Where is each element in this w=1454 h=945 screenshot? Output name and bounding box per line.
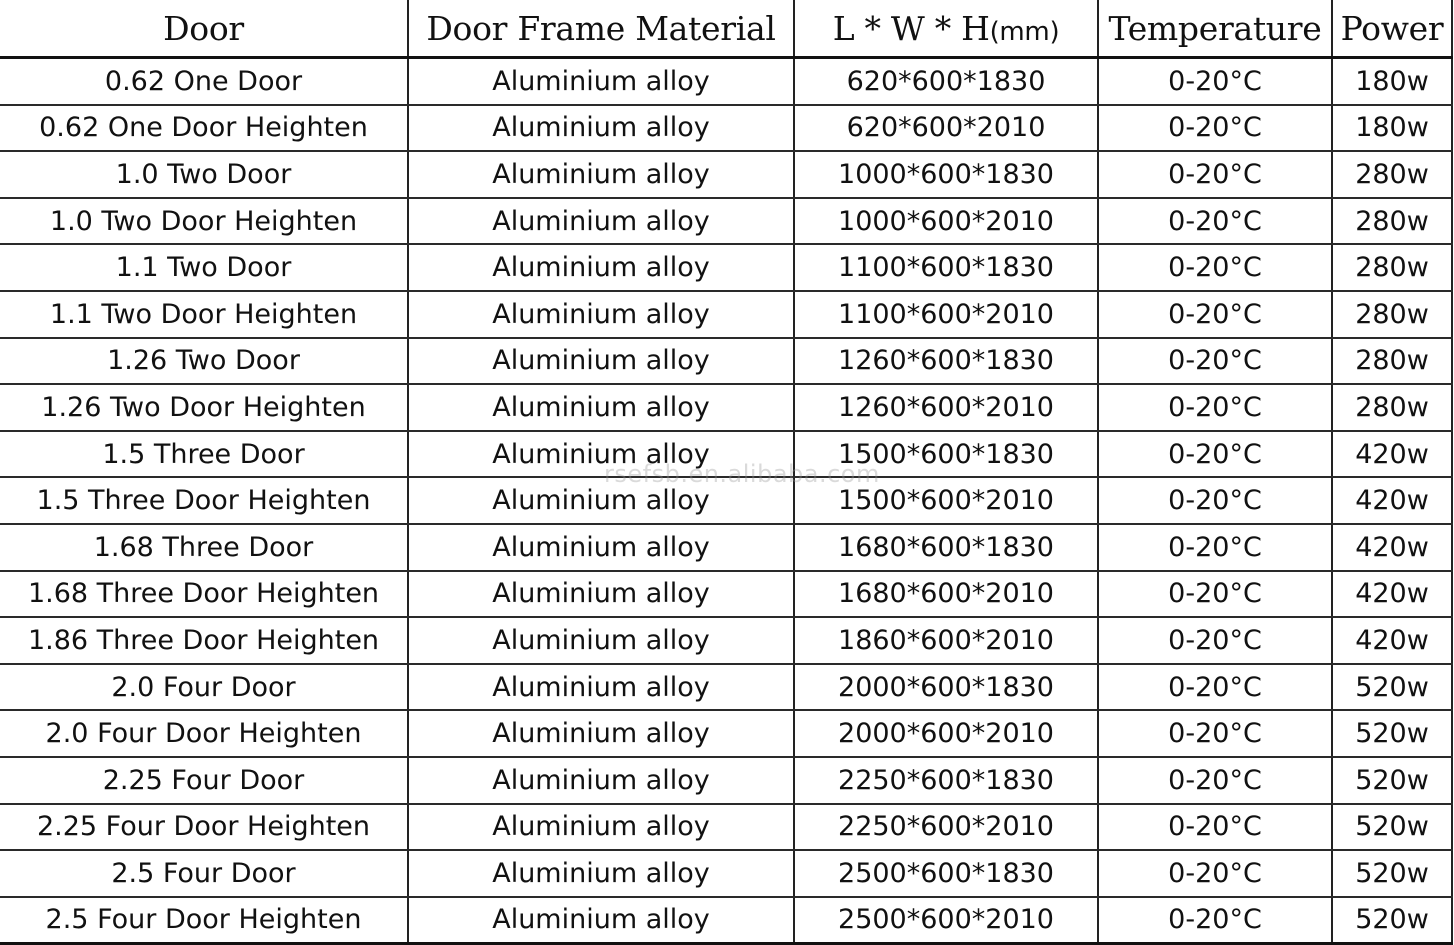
- cell-temperature: 0-20°C: [1098, 58, 1332, 105]
- watermark: rsefsb.en.alibaba.com: [604, 460, 880, 488]
- table-row: [0, 710, 1452, 757]
- table-row: [0, 850, 1452, 897]
- cell-power: 420w: [1332, 617, 1452, 664]
- cell-power: 420w: [1332, 524, 1452, 571]
- cell-frame-material: Aluminium alloy: [408, 524, 794, 571]
- cell-door: 0.62 One Door: [0, 58, 408, 105]
- cell-door: 2.0 Four Door: [0, 664, 408, 711]
- cell-frame-material: Aluminium alloy: [408, 291, 794, 338]
- cell-temperature: 0-20°C: [1098, 244, 1332, 291]
- table-row: [0, 105, 1452, 152]
- cell-temperature: 0-20°C: [1098, 431, 1332, 478]
- table-row: [0, 897, 1452, 944]
- cell-power: 180w: [1332, 58, 1452, 105]
- cell-door: 1.1 Two Door: [0, 244, 408, 291]
- table-row: [0, 804, 1452, 851]
- cell-frame-material: Aluminium alloy: [408, 617, 794, 664]
- cell-power: 280w: [1332, 244, 1452, 291]
- cell-dimensions: 620*600*2010: [794, 105, 1098, 152]
- cell-temperature: 0-20°C: [1098, 524, 1332, 571]
- cell-frame-material: Aluminium alloy: [408, 384, 794, 431]
- table-row: [0, 244, 1452, 291]
- cell-door: 1.68 Three Door: [0, 524, 408, 571]
- cell-door: 1.26 Two Door Heighten: [0, 384, 408, 431]
- cell-dimensions: 1500*600*1830: [794, 431, 1098, 478]
- cell-frame-material: Aluminium alloy: [408, 664, 794, 711]
- header-dimensions-unit: (mm): [989, 16, 1060, 47]
- table-row: [0, 58, 1452, 105]
- table-row: [0, 338, 1452, 385]
- cell-power: 280w: [1332, 151, 1452, 198]
- cell-temperature: 0-20°C: [1098, 850, 1332, 897]
- cell-door: 1.0 Two Door Heighten: [0, 198, 408, 245]
- cell-frame-material: Aluminium alloy: [408, 198, 794, 245]
- cell-temperature: 0-20°C: [1098, 710, 1332, 757]
- table-row: [0, 757, 1452, 804]
- cell-frame-material: Aluminium alloy: [408, 897, 794, 944]
- cell-power: 280w: [1332, 291, 1452, 338]
- cell-power: 280w: [1332, 198, 1452, 245]
- cell-door: 2.25 Four Door: [0, 757, 408, 804]
- cell-power: 520w: [1332, 804, 1452, 851]
- cell-power: 520w: [1332, 664, 1452, 711]
- cell-temperature: 0-20°C: [1098, 291, 1332, 338]
- cell-temperature: 0-20°C: [1098, 338, 1332, 385]
- cell-temperature: 0-20°C: [1098, 804, 1332, 851]
- cell-temperature: 0-20°C: [1098, 757, 1332, 804]
- cell-dimensions: 1500*600*2010: [794, 477, 1098, 524]
- cell-temperature: 0-20°C: [1098, 664, 1332, 711]
- cell-door: 1.68 Three Door Heighten: [0, 571, 408, 618]
- cell-dimensions: 1860*600*2010: [794, 617, 1098, 664]
- header-door: Door: [0, 0, 408, 58]
- cell-power: 520w: [1332, 897, 1452, 944]
- cell-temperature: 0-20°C: [1098, 897, 1332, 944]
- table-row: [0, 431, 1452, 478]
- cell-dimensions: 2000*600*1830: [794, 664, 1098, 711]
- cell-frame-material: Aluminium alloy: [408, 571, 794, 618]
- cell-frame-material: Aluminium alloy: [408, 151, 794, 198]
- table-row: [0, 664, 1452, 711]
- table-row: [0, 524, 1452, 571]
- table-row: [0, 291, 1452, 338]
- cell-temperature: 0-20°C: [1098, 384, 1332, 431]
- cell-door: 1.0 Two Door: [0, 151, 408, 198]
- header-row: [0, 0, 1452, 58]
- table-header: [0, 0, 1452, 58]
- header-temperature: Temperature: [1098, 0, 1332, 58]
- cell-door: 1.5 Three Door: [0, 431, 408, 478]
- table-row: [0, 477, 1452, 524]
- cell-power: 520w: [1332, 757, 1452, 804]
- cell-temperature: 0-20°C: [1098, 477, 1332, 524]
- cell-dimensions: 2000*600*2010: [794, 710, 1098, 757]
- cell-power: 420w: [1332, 477, 1452, 524]
- table-row: [0, 384, 1452, 431]
- cell-door: 2.25 Four Door Heighten: [0, 804, 408, 851]
- cell-frame-material: Aluminium alloy: [408, 105, 794, 152]
- table-row: [0, 151, 1452, 198]
- cell-dimensions: 1100*600*1830: [794, 244, 1098, 291]
- header-dimensions-label: L * W * H: [832, 8, 990, 48]
- cell-dimensions: 620*600*1830: [794, 58, 1098, 105]
- cell-dimensions: 1680*600*2010: [794, 571, 1098, 618]
- cell-power: 180w: [1332, 105, 1452, 152]
- cell-door: 2.0 Four Door Heighten: [0, 710, 408, 757]
- cell-dimensions: 1100*600*2010: [794, 291, 1098, 338]
- cell-power: 280w: [1332, 384, 1452, 431]
- cell-dimensions: 1260*600*1830: [794, 338, 1098, 385]
- cell-power: 520w: [1332, 710, 1452, 757]
- cell-power: 280w: [1332, 338, 1452, 385]
- cell-frame-material: Aluminium alloy: [408, 338, 794, 385]
- cell-power: 420w: [1332, 571, 1452, 618]
- cell-dimensions: 1000*600*2010: [794, 198, 1098, 245]
- cell-door: 1.86 Three Door Heighten: [0, 617, 408, 664]
- table-row: [0, 617, 1452, 664]
- cell-frame-material: Aluminium alloy: [408, 58, 794, 105]
- table-row: [0, 198, 1452, 245]
- cell-door: 0.62 One Door Heighten: [0, 105, 408, 152]
- cell-dimensions: 1680*600*1830: [794, 524, 1098, 571]
- cell-frame-material: Aluminium alloy: [408, 244, 794, 291]
- header-power: Power: [1332, 0, 1452, 58]
- cell-dimensions: 2500*600*2010: [794, 897, 1098, 944]
- table-body: [0, 58, 1452, 944]
- cell-dimensions: 1260*600*2010: [794, 384, 1098, 431]
- cell-frame-material: Aluminium alloy: [408, 710, 794, 757]
- cell-temperature: 0-20°C: [1098, 105, 1332, 152]
- cell-door: 2.5 Four Door: [0, 850, 408, 897]
- cell-dimensions: 2250*600*2010: [794, 804, 1098, 851]
- cell-power: 520w: [1332, 850, 1452, 897]
- header-dimensions: [794, 0, 1098, 58]
- table-row: [0, 571, 1452, 618]
- cell-door: 1.1 Two Door Heighten: [0, 291, 408, 338]
- cell-power: 420w: [1332, 431, 1452, 478]
- header-frame-material: Door Frame Material: [408, 0, 794, 58]
- cell-dimensions: 1000*600*1830: [794, 151, 1098, 198]
- cell-door: 2.5 Four Door Heighten: [0, 897, 408, 944]
- cell-dimensions: 2250*600*1830: [794, 757, 1098, 804]
- cell-frame-material: Aluminium alloy: [408, 477, 794, 524]
- cell-frame-material: Aluminium alloy: [408, 431, 794, 478]
- cell-door: 1.26 Two Door: [0, 338, 408, 385]
- cell-frame-material: Aluminium alloy: [408, 804, 794, 851]
- cell-temperature: 0-20°C: [1098, 571, 1332, 618]
- cell-temperature: 0-20°C: [1098, 617, 1332, 664]
- cell-temperature: 0-20°C: [1098, 151, 1332, 198]
- cell-dimensions: 2500*600*1830: [794, 850, 1098, 897]
- cell-frame-material: Aluminium alloy: [408, 850, 794, 897]
- cell-frame-material: Aluminium alloy: [408, 757, 794, 804]
- cell-door: 1.5 Three Door Heighten: [0, 477, 408, 524]
- cell-temperature: 0-20°C: [1098, 198, 1332, 245]
